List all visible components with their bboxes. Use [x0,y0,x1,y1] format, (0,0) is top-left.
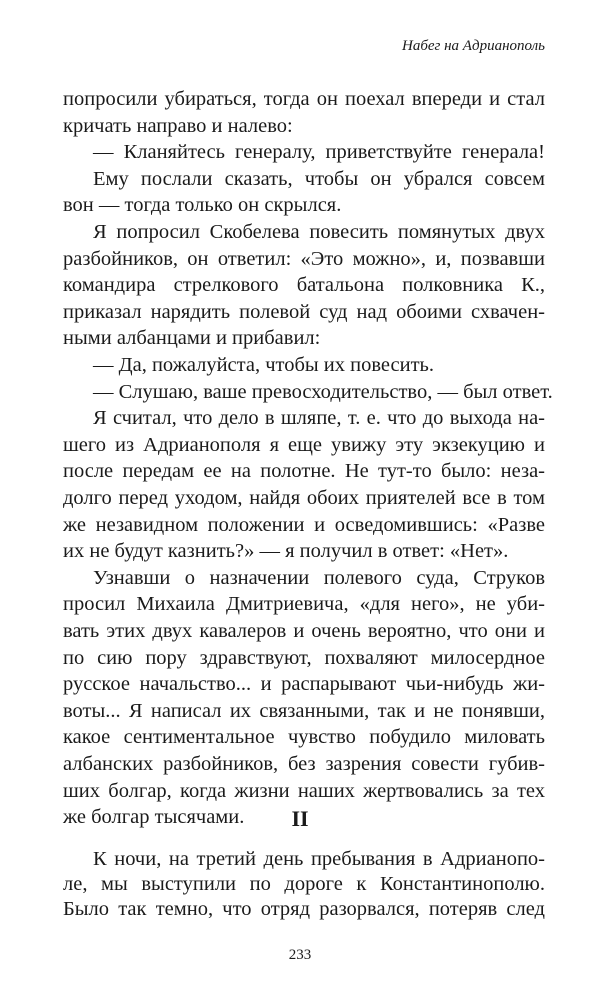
text-line: попросили убираться, тогда он поехал впереди и стал [63,88,545,110]
text-line: вать этих двух кавалеров и очень вероятно, что они и [63,620,545,642]
text-line: долго перед уходом, найдя обоих приятелей все в том [63,487,545,509]
page-number: 233 [288,947,312,963]
text-line: Узнавши о назначении полевого суда, Струков [93,566,545,589]
text-line: — Слушаю, ваше превосходительство, — был ответ. [93,380,553,403]
text-line: просил Михаила Дмитриевича, «для него», не уби- [63,593,545,616]
text-line: — Да, пожалуйста, чтобы их повесить. [93,354,435,376]
text-line: Я считал, что дело в шляпе, т. е. что до выхода на- [93,407,545,430]
text-line: по сию пору здравствуют, похваляют милосердное [63,646,545,669]
text-line: же болгар тысячами. [63,806,245,829]
text-line: Ему послали сказать, чтобы он убрался совсем [93,167,545,190]
text-line: русское начальство... и распарывают чьи-нибудь жи- [63,673,545,696]
text-line: Я попросил Скобелева повесить помянутых двух [93,221,545,243]
text-line: ле, мы выступили по дороге к Константинополю. [63,873,545,895]
text-line: ших болгар, когда жизни наших жертвовались за тех [63,779,545,802]
text-line: после передам ее на полотне. Не тут-то было: неза- [63,460,545,483]
text-line: албанских разбойников, без зазрения совести губив- [63,753,545,775]
text-line: какое сентиментальное чувство побудило миловать [63,726,545,749]
section-heading: II [291,806,309,831]
text-line: их не будут казнить?» — я получил в ответ: «Нет». [63,540,509,563]
text-line: Было так темно, что отряд разорвался, потеряв след [63,898,545,920]
text-line: ными албанцами и прибавил: [63,327,321,350]
text-line: приказал нарядить полевой суд над обоими схвачен- [63,300,545,323]
text-line: же незавидном положении и осведомившись: «Разве [63,513,545,536]
running-header: Набег на Адрианополь [401,38,545,54]
text-line: воты... Я написал их связанными, так и не понявши, [63,699,545,722]
text-line: вон — тогда только он скрылся. [63,194,342,217]
text-line: кричать направо и налево: [63,114,293,137]
text-line: шего из Адрианополя я еще увижу эту экзекуцию и [63,433,545,456]
text-line: — Кланяйтесь генералу, приветствуйте генерала! [93,141,545,164]
text-line: командира стрелкового батальона полковника К., [63,274,545,297]
text-line: разбойников, он ответил: «Это можно», и, позвавши [63,247,545,270]
text-line: К ночи, на третий день пребывания в Адрианопо- [93,848,545,870]
